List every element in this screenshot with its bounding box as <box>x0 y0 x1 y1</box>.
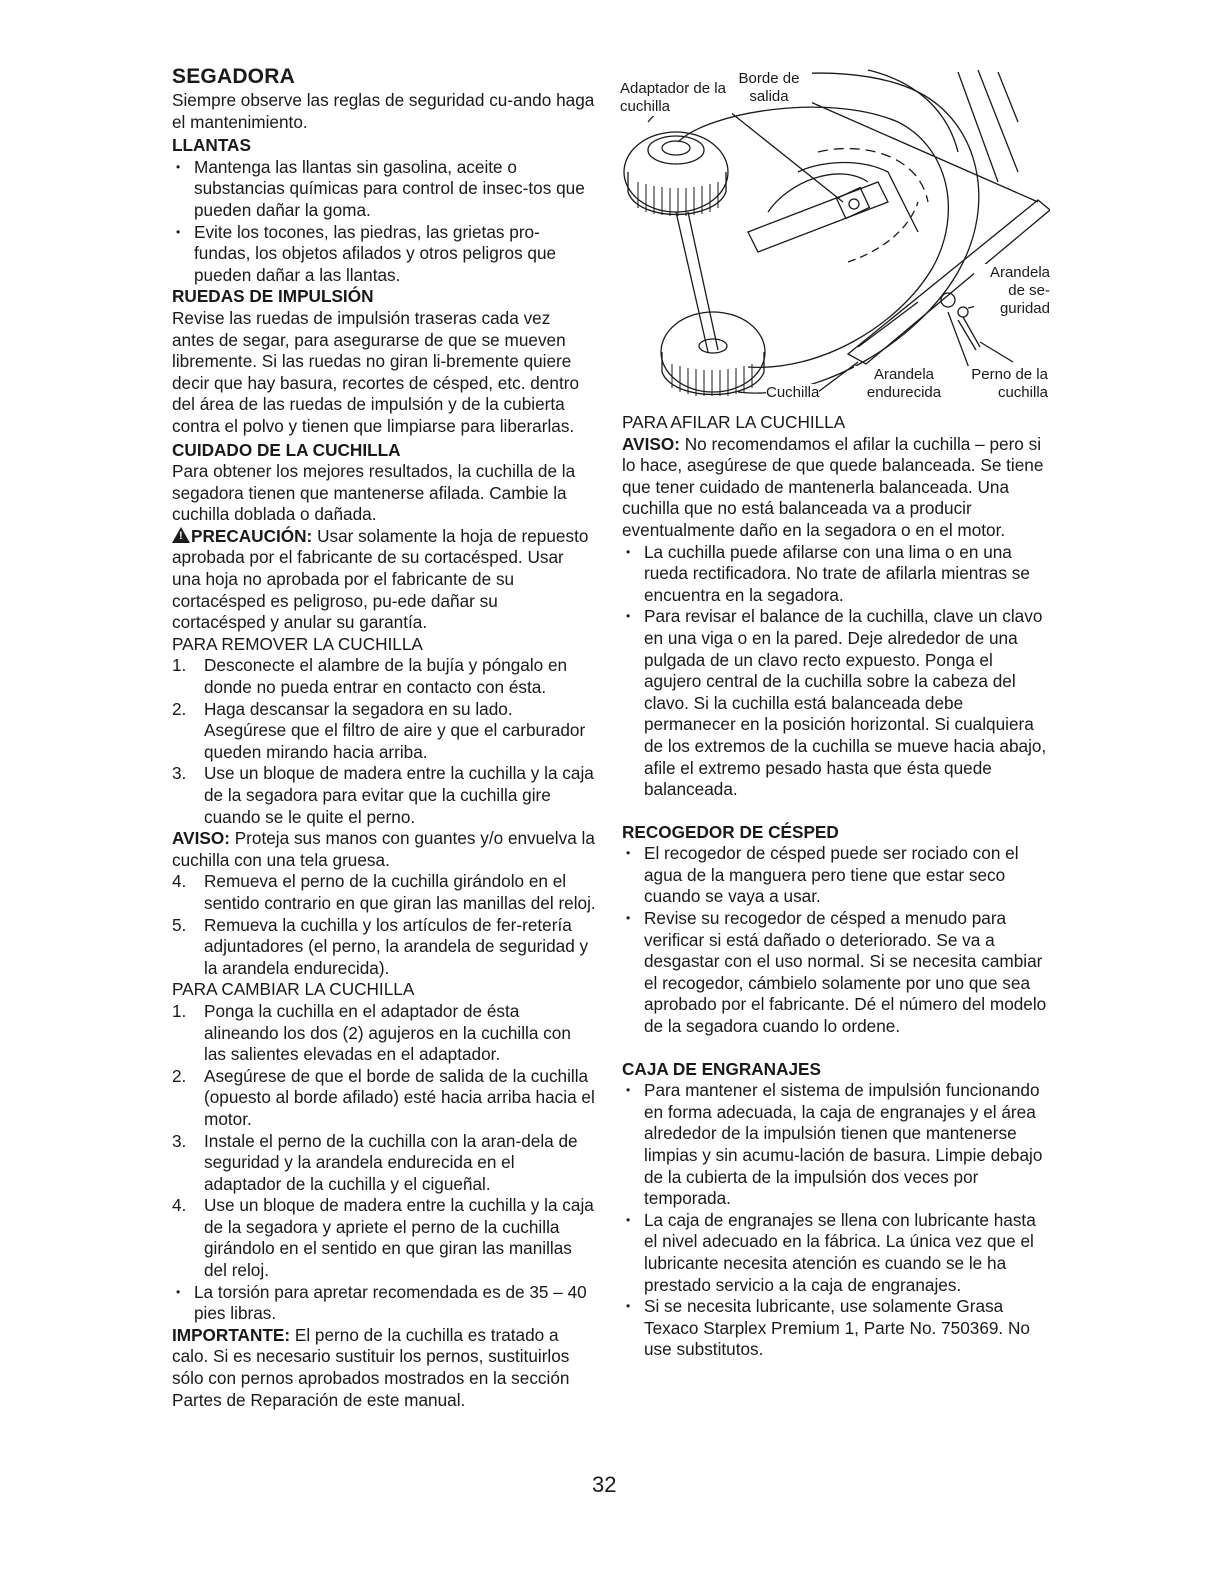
list-item: • La caja de engranajes se llena con lubricante hasta el nivel adecuado en la fábrica. La única vez que el lubricante necesita atención es cuando se le ha prestado servicio a la caja de engranajes. <box>622 1210 1050 1296</box>
list-item: • La torsión para apretar recomendada es de 35 – 40 pies libras. <box>172 1282 596 1325</box>
list-item <box>172 699 596 764</box>
step-number: 3. <box>172 763 187 784</box>
list-item: • Para mantener el sistema de impulsión funcionando en forma adecuada, la caja de engranajes y el área alrededor de la impulsión tienen que mantenerse limpias y sin acumu-lación de basura. Limpie debajo de la cubierta de la impulsión dos veces por temporada. <box>622 1080 1050 1210</box>
aviso-text: No recomendamos el afilar la cuchilla – pero si lo hace, asegúrese de que quede balanceada. Se tiene que tener cuidado de mantenerla balanceada. Una cuchilla que no está balanceada va a producir eventualmente daño en la segadora o en el motor. <box>622 433 1044 540</box>
list-item: • La cuchilla puede afilarse con una lima o en una rueda rectificadora. No trate de afilarla mientras se encuentra en la segadora. <box>622 542 1050 607</box>
section-title: SEGADORA <box>172 65 295 88</box>
page-number: 32 <box>592 1472 617 1497</box>
label-cuchilla: Cuchilla <box>766 384 820 401</box>
ruedas-heading: RUEDAS DE IMPULSIÓN <box>172 286 374 307</box>
list-item <box>172 763 596 828</box>
list-item: • Evite los tocones, las piedras, las grietas pro-fundas, los objetos afilados y otros peligros que pueden dañar a las llantas. <box>172 222 596 287</box>
step-text: Asegúrese de que el borde de salida de la cuchilla (opuesto al borde afilado) esté hacia arriba hacia el motor. <box>204 1065 595 1129</box>
step-text: Remueva la cuchilla y los artículos de fer-retería adjuntadores (el perno, la arandela de seguridad y la arandela endurecida). <box>204 914 589 978</box>
aviso-label: AVISO: <box>622 433 680 454</box>
precaucion-label: PRECAUCIÓN: <box>191 525 313 546</box>
caja-heading: CAJA DE ENGRANAJES <box>622 1058 821 1079</box>
remover-heading: PARA REMOVER LA CUCHILLA <box>172 633 423 654</box>
llantas-list <box>172 157 596 287</box>
importante-text: El perno de la cuchilla es tratado a calo. Si es necesario sustituir los pernos, sustituirlos sólo con pernos aprobados mostrados en la sección Partes de Reparación de este manual. <box>172 1324 570 1410</box>
list-item: • Si se necesita lubricante, use solamente Grasa Texaco Starplex Premium 1, Parte No. 750369. No use substitutos. <box>622 1296 1050 1361</box>
recogedor-list <box>622 843 1050 1037</box>
blade-diagram <box>618 62 1050 407</box>
remover-steps <box>172 655 596 828</box>
step-number: 2. <box>172 698 187 719</box>
aviso-paragraph <box>172 828 596 871</box>
importante-label: IMPORTANTE: <box>172 1324 291 1345</box>
step-text: Use un bloque de madera entre la cuchilla y la caja de la segadora y apriete el perno de la cuchilla girándolo en el sentido en que giran las manillas del reloj. <box>204 1195 594 1281</box>
step-number: 5. <box>172 914 187 935</box>
step-text: Haga descansar la segadora en su lado. Asegúrese que el filtro de aire y que el carburador queden mirando hacia arriba. <box>204 698 586 762</box>
step-number: 4. <box>172 871 187 892</box>
list-item <box>172 1066 596 1131</box>
remover-steps-continued <box>172 871 596 979</box>
label-arandela-seguridad: Arandela de se-guridad <box>974 264 1050 318</box>
step-text: Ponga la cuchilla en el adaptador de ésta alineando los dos (2) agujeros en la cuchilla con las salientes elevadas en el adaptador. <box>204 1000 571 1065</box>
intro-text: Siempre observe las reglas de seguridad cu-ando haga el mantenimiento. <box>172 90 595 132</box>
aviso-paragraph-right <box>622 434 1050 542</box>
llantas-heading: LLANTAS <box>172 135 251 156</box>
cuidado-text: Para obtener los mejores resultados, la cuchilla de la segadora tienen que mantenerse afilada. Cambie la cuchilla doblada o dañada. <box>172 461 576 525</box>
list-item <box>172 871 596 914</box>
list-item <box>172 1001 596 1066</box>
list-item <box>172 915 596 980</box>
step-text: Desconecte el alambre de la bujía y póngalo en donde no pueda entrar en contacto con ésta. <box>204 655 568 698</box>
step-number: 4. <box>172 1195 187 1216</box>
list-item <box>172 1195 596 1281</box>
step-text: Remueva el perno de la cuchilla girándolo en el sentido contrario en que giran las manillas del reloj. <box>204 871 596 913</box>
cambiar-heading: PARA CAMBIAR LA CUCHILLA <box>172 979 415 1000</box>
label-adaptador: Adaptador de la cuchilla <box>620 80 732 116</box>
torsion-list <box>172 1282 596 1325</box>
label-arandela-endurecida: Arandela endurecida <box>854 366 954 402</box>
label-perno: Perno de la cuchilla <box>966 366 1048 402</box>
warning-icon <box>172 527 190 543</box>
list-item: • Revise su recogedor de césped a menudo para verificar si está dañado o deteriorado. Se va a desgastar con el uso normal. Si se necesita cambiar el recogedor, cámbielo solamente por uno que sea aprobado por el fabricante. Dé el número del modelo de la segadora cuando lo ordene. <box>622 908 1050 1038</box>
right-column <box>622 412 1050 1361</box>
afilar-list <box>622 542 1050 801</box>
aviso-text: Proteja sus manos con guantes y/o envuelva la cuchilla con una tela gruesa. <box>172 828 595 870</box>
recogedor-heading: RECOGEDOR DE CÉSPED <box>622 821 839 842</box>
ruedas-text: Revise las ruedas de impulsión traseras cada vez antes de segar, para asegurarse de que se mueven libremente. Si las ruedas no giran li-bremente quiere decir que hay basura, recortes de césped, etc. dentro del área de las ruedas de impulsión y de la cubierta contra el polvo y tienen que limpiarse para liberarlas. <box>172 307 580 436</box>
list-item: • Mantenga las llantas sin gasolina, aceite o substancias químicas para control de insec-tos que pueden dañar la goma. <box>172 157 596 222</box>
cambiar-steps <box>172 1001 596 1282</box>
step-number: 1. <box>172 655 187 676</box>
importante-paragraph <box>172 1325 596 1411</box>
step-number: 1. <box>172 1000 187 1021</box>
precaucion-paragraph <box>172 526 596 634</box>
step-text: Use un bloque de madera entre la cuchilla y la caja de la segadora para evitar que la cuchilla gire cuando se le quite el perno. <box>204 763 594 827</box>
caja-list <box>622 1080 1050 1361</box>
list-item <box>172 655 596 698</box>
precaucion-text: Usar solamente la hoja de repuesto aprobada por el fabricante de su cortacésped. Usar una hoja no aprobada por el fabricante de su cortacésped es peligroso, pu-ede dañar su cortacésped y anular su garantía. <box>172 525 589 633</box>
label-borde: Borde de salida <box>726 70 812 106</box>
afilar-heading: PARA AFILAR LA CUCHILLA <box>622 412 846 432</box>
list-item <box>172 1131 596 1196</box>
left-column <box>172 64 596 1411</box>
list-item: • Para revisar el balance de la cuchilla, clave un clavo en una viga o en la pared. Deje alrededor de una pulgada de un clavo recto expuesto. Ponga el agujero central de la cuchilla sobre la cabeza del clavo. Si la cuchilla está balanceada debe permanecer en la posición horizontal. Si cualquiera de los extremos de la cuchilla se mueve hacia abajo, afile el extremo pesado hasta que ésta quede balanceada. <box>622 606 1050 800</box>
list-item: • El recogedor de césped puede ser rociado con el agua de la manguera pero tiene que estar seco cuando se vaya a usar. <box>622 843 1050 908</box>
step-number: 2. <box>172 1065 187 1086</box>
step-number: 3. <box>172 1130 187 1151</box>
step-text: Instale el perno de la cuchilla con la aran-dela de seguridad y la arandela endurecida en el adaptador de la cuchilla y el cigueñal. <box>204 1130 578 1194</box>
cuidado-heading: CUIDADO DE LA CUCHILLA <box>172 439 401 460</box>
aviso-label: AVISO: <box>172 828 230 849</box>
